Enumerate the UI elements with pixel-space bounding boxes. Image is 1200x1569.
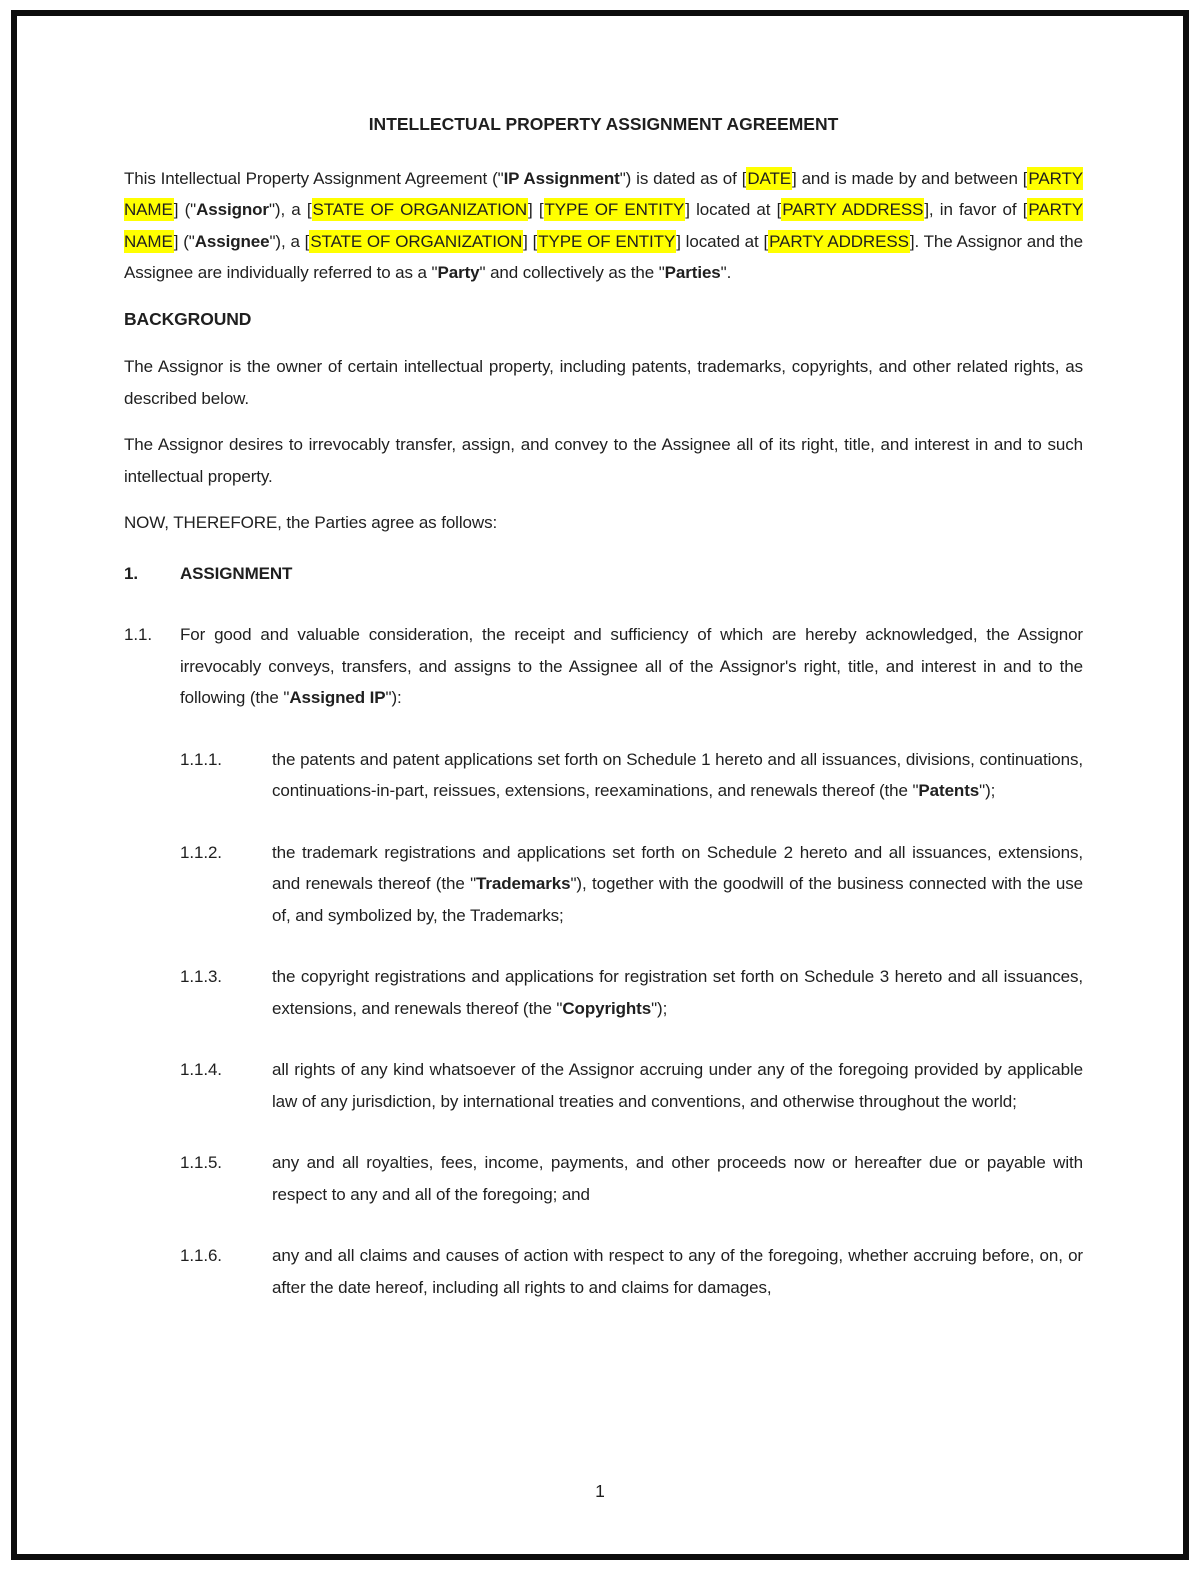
subclause-1-1-3-number: 1.1.3. — [180, 967, 222, 986]
clause-1-1-text: For good and valuable consideration, the receipt and sufficiency of which are hereby acknowledged, the Assignor irrevocably conveys, transfers, and assigns to the Assignee all of the Assignor's right, title, and interest in and to the following (the "Assigned IP"): — [180, 625, 1083, 707]
subclause-1-1-6-number: 1.1.6. — [180, 1246, 222, 1265]
subclause-1-1-4-number: 1.1.4. — [180, 1060, 222, 1079]
subclause-1-1-5-number: 1.1.5. — [180, 1153, 222, 1172]
subclause-1-1-2-text: the trademark registrations and applications set forth on Schedule 2 hereto and all issuances, extensions, and renewals thereof (the "Trademarks"), together with the goodwill of the business connected with the use of, and symbolized by, the Trademarks; — [272, 842, 1084, 925]
subclause-1-1-6 — [180, 1240, 1083, 1303]
section-1-number: 1. — [124, 563, 138, 583]
subclause-1-1-2 — [180, 837, 1083, 932]
intro-paragraph: This Intellectual Property Assignment Agreement ("IP Assignment") is dated as of [DATE] and is made by and between [PARTY NAME] ("Assignor"), a [STATE OF ORGANIZATION] [TYPE OF ENTITY] located at [PARTY ADDRESS], in favor of [PARTY NAME] ("Assignee"), a [STATE OF ORGANIZATION] [TYPE OF ENTITY] located at [PARTY ADDRESS]. The Assignor and the Assignee are individually referred to as a "Party" and collectively as the "Parties". — [124, 168, 1084, 282]
subclause-1-1-4-text: all rights of any kind whatsoever of the Assignor accruing under any of the foregoing provided by applicable law of any jurisdiction, by international treaties and conventions, and otherwise throughout the world; — [272, 1060, 1083, 1111]
background-heading: BACKGROUND — [124, 308, 252, 329]
document-title: INTELLECTUAL PROPERTY ASSIGNMENT AGREEMENT — [368, 114, 839, 134]
subclause-1-1-3 — [180, 961, 1083, 1024]
subclause-1-1-1-number: 1.1.1. — [180, 749, 222, 769]
now-therefore-paragraph: NOW, THEREFORE, the Parties agree as follows: — [124, 513, 498, 532]
subclause-1-1-6-text: any and all claims and causes of action with respect to any of the foregoing, whether accruing before, on, or after the date hereof, including all rights to and claims for damages, — [272, 1246, 1083, 1297]
background-paragraph-1: The Assignor is the owner of certain intellectual property, including patents, trademarks, copyrights, and other related rights, as described below. — [124, 357, 1083, 408]
section-1-heading — [124, 558, 1083, 590]
page-number: 1 — [595, 1481, 605, 1501]
section-1-title: ASSIGNMENT — [180, 563, 293, 583]
subclause-1-1-2-number: 1.1.2. — [180, 842, 222, 862]
clause-1-1-number: 1.1. — [124, 625, 152, 644]
background-paragraph-2: The Assignor desires to irrevocably transfer, assign, and convey to the Assignee all of its right, title, and interest in and to such intellectual property. — [124, 435, 1083, 486]
document-page — [11, 10, 1189, 1560]
subclause-1-1-5-text: any and all royalties, fees, income, payments, and other proceeds now or hereafter due or payable with respect to any and all of the foregoing; and — [272, 1153, 1083, 1204]
subclause-1-1-1-text: the patents and patent applications set forth on Schedule 1 hereto and all issuances, divisions, continuations, continuations-in-part, reissues, extensions, reexaminations, and renewals thereof (the "Patents"); — [272, 749, 1083, 800]
subclause-1-1-4 — [180, 1054, 1083, 1117]
document-content — [17, 16, 1183, 1303]
subclause-1-1-3-text: the copyright registrations and applications for registration set forth on Schedule 3 hereto and all issuances, extensions, and renewals thereof (the "Copyrights"); — [272, 967, 1083, 1018]
subclause-1-1-1 — [180, 744, 1083, 807]
clause-1-1 — [124, 619, 1083, 714]
subclause-1-1-5 — [180, 1147, 1083, 1210]
